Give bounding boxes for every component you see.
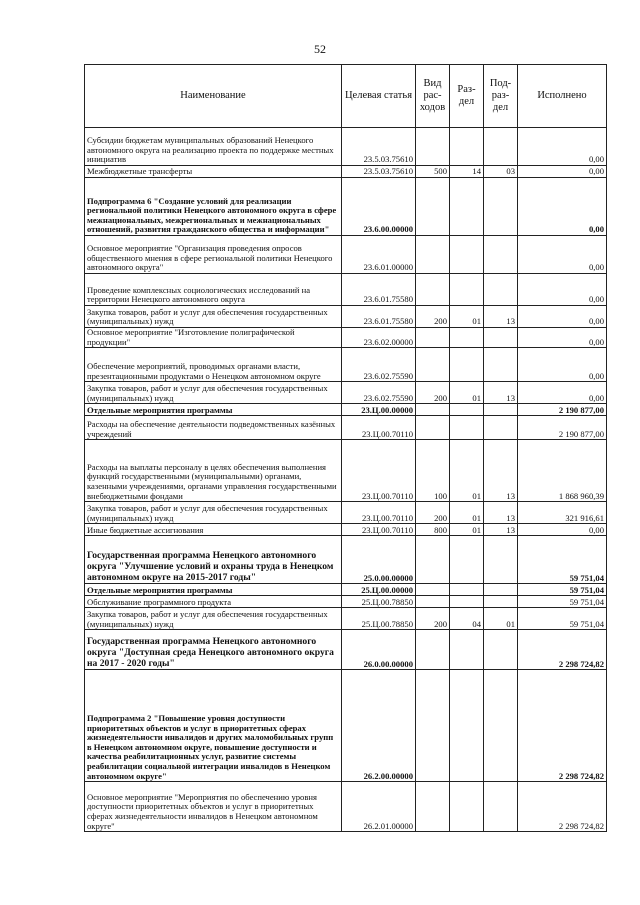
row-subsection-cell <box>484 782 518 832</box>
row-name-cell: Отдельные мероприятия программы <box>85 404 342 416</box>
row-executed-cell: 321 916,61 <box>518 502 607 524</box>
row-executed-cell: 2 298 724,82 <box>518 670 607 782</box>
table-row <box>85 236 607 274</box>
row-section-cell: 01 <box>450 306 484 328</box>
row-expense-type-cell: 500 <box>416 166 450 178</box>
row-subsection-cell <box>484 630 518 670</box>
row-subsection-cell: 01 <box>484 608 518 630</box>
row-executed-cell: 0,00 <box>518 178 607 236</box>
row-expense-type-cell <box>416 274 450 306</box>
row-name-cell: Обслуживание программного продукта <box>85 596 342 608</box>
row-subsection-cell <box>484 670 518 782</box>
row-target-article-cell: 23.Ц.00.70110 <box>342 524 416 536</box>
row-executed-cell: 0,00 <box>518 306 607 328</box>
row-section-cell <box>450 274 484 306</box>
row-name-cell: Субсидии бюджетам муниципальных образований Ненецкого автономного округа на реализацию проекта по поддержке местных инициатив <box>85 128 342 166</box>
row-section-cell <box>450 128 484 166</box>
row-section-cell: 04 <box>450 608 484 630</box>
page-number: 52 <box>314 42 326 56</box>
row-subsection-cell <box>484 404 518 416</box>
row-target-article-cell: 23.6.01.75580 <box>342 274 416 306</box>
row-name-cell: Иные бюджетные ассигнования <box>85 524 342 536</box>
row-name-cell: Обеспечение мероприятий, проводимых органами власти, презентационными продуктами о Ненецком автономном округе <box>85 348 342 382</box>
row-executed-cell: 0,00 <box>518 166 607 178</box>
row-subsection-cell <box>484 128 518 166</box>
table-row <box>85 178 607 236</box>
row-name-cell: Подпрограмма 6 "Создание условий для реализации региональной политики Ненецкого автономного округа в сфере межнациональных, межрегиональных и межнациональных отношений, развития гражданского общества и информации" <box>85 178 342 236</box>
row-subsection-cell <box>484 536 518 584</box>
row-target-article-cell: 23.Ц.00.00000 <box>342 404 416 416</box>
row-target-article-cell: 25.0.00.00000 <box>342 536 416 584</box>
table-row <box>85 416 607 440</box>
row-target-article-cell: 26.2.01.00000 <box>342 782 416 832</box>
row-expense-type-cell <box>416 328 450 348</box>
table-row <box>85 328 607 348</box>
row-executed-cell: 59 751,04 <box>518 608 607 630</box>
row-name-cell: Отдельные мероприятия программы <box>85 584 342 596</box>
row-executed-cell: 0,00 <box>518 524 607 536</box>
table-row <box>85 382 607 404</box>
table-row <box>85 782 607 832</box>
row-section-cell <box>450 416 484 440</box>
table-row <box>85 536 607 584</box>
row-expense-type-cell <box>416 670 450 782</box>
row-expense-type-cell <box>416 404 450 416</box>
row-section-cell <box>450 584 484 596</box>
table-row <box>85 440 607 502</box>
table-row <box>85 274 607 306</box>
row-executed-cell: 59 751,04 <box>518 596 607 608</box>
row-target-article-cell: 23.5.03.75610 <box>342 128 416 166</box>
row-executed-cell: 1 868 960,39 <box>518 440 607 502</box>
row-section-cell <box>450 596 484 608</box>
row-executed-cell: 59 751,04 <box>518 536 607 584</box>
header-executed: Исполнено <box>518 65 607 128</box>
row-target-article-cell: 25.Ц.00.00000 <box>342 584 416 596</box>
row-target-article-cell: 25.Ц.00.78850 <box>342 596 416 608</box>
header-subsection: Под-раз-дел <box>484 65 518 128</box>
row-expense-type-cell: 200 <box>416 502 450 524</box>
row-executed-cell: 2 298 724,82 <box>518 782 607 832</box>
row-expense-type-cell <box>416 596 450 608</box>
header-name: Наименование <box>85 65 342 128</box>
row-section-cell <box>450 178 484 236</box>
row-target-article-cell: 23.6.01.00000 <box>342 236 416 274</box>
row-name-cell: Проведение комплексных социологических исследований на территории Ненецкого автономного округа <box>85 274 342 306</box>
row-subsection-cell <box>484 328 518 348</box>
row-subsection-cell: 13 <box>484 502 518 524</box>
table-row <box>85 166 607 178</box>
table-row <box>85 524 607 536</box>
header-target-article: Целевая статья <box>342 65 416 128</box>
table-row <box>85 584 607 596</box>
row-section-cell <box>450 782 484 832</box>
row-executed-cell: 0,00 <box>518 382 607 404</box>
row-subsection-cell <box>484 584 518 596</box>
row-section-cell <box>450 670 484 782</box>
table-row <box>85 596 607 608</box>
row-name-cell: Основное мероприятие "Организация проведения опросов общественного мнения в сфере региональной политики Ненецкого автономного округа" <box>85 236 342 274</box>
row-subsection-cell <box>484 416 518 440</box>
row-expense-type-cell <box>416 536 450 584</box>
row-name-cell: Закупка товаров, работ и услуг для обеспечения государственных (муниципальных) нужд <box>85 306 342 328</box>
row-target-article-cell: 26.0.00.00000 <box>342 630 416 670</box>
row-executed-cell: 0,00 <box>518 328 607 348</box>
row-expense-type-cell <box>416 348 450 382</box>
row-expense-type-cell <box>416 782 450 832</box>
row-section-cell <box>450 328 484 348</box>
row-section-cell <box>450 236 484 274</box>
row-section-cell: 01 <box>450 440 484 502</box>
row-subsection-cell <box>484 596 518 608</box>
row-executed-cell: 0,00 <box>518 348 607 382</box>
row-section-cell <box>450 536 484 584</box>
row-target-article-cell: 25.Ц.00.78850 <box>342 608 416 630</box>
row-target-article-cell: 23.5.03.75610 <box>342 166 416 178</box>
table-row <box>85 502 607 524</box>
table-row <box>85 404 607 416</box>
table-row <box>85 306 607 328</box>
row-expense-type-cell: 800 <box>416 524 450 536</box>
row-expense-type-cell: 200 <box>416 382 450 404</box>
row-executed-cell: 2 298 724,82 <box>518 630 607 670</box>
table-row <box>85 670 607 782</box>
row-subsection-cell <box>484 348 518 382</box>
row-executed-cell: 59 751,04 <box>518 584 607 596</box>
row-name-cell: Межбюджетные трансферты <box>85 166 342 178</box>
row-target-article-cell: 23.6.00.00000 <box>342 178 416 236</box>
row-subsection-cell <box>484 236 518 274</box>
row-section-cell <box>450 404 484 416</box>
row-executed-cell: 0,00 <box>518 274 607 306</box>
row-name-cell: Закупка товаров, работ и услуг для обеспечения государственных (муниципальных) нужд <box>85 608 342 630</box>
row-target-article-cell: 23.6.02.00000 <box>342 328 416 348</box>
row-expense-type-cell: 200 <box>416 306 450 328</box>
row-section-cell: 01 <box>450 502 484 524</box>
header-expense-type: Вид рас-ходов <box>416 65 450 128</box>
row-target-article-cell: 23.Ц.00.70110 <box>342 416 416 440</box>
row-name-cell: Подпрограмма 2 "Повышение уровня доступности приоритетных объектов и услуг в приоритетных сферах жизнедеятельности инвалидов и других маломобильных групп в Ненецком автономном округе, повышение доступности и качества реабилитационных услуг, развитие системы реабилитации социальной интеграции инвалидов в Ненецком автономном округе" <box>85 670 342 782</box>
row-section-cell: 01 <box>450 382 484 404</box>
table-row <box>85 128 607 166</box>
row-name-cell: Расходы на обеспечение деятельности подведомственных казённых учреждений <box>85 416 342 440</box>
row-expense-type-cell <box>416 584 450 596</box>
table-row <box>85 348 607 382</box>
row-subsection-cell: 13 <box>484 382 518 404</box>
row-subsection-cell <box>484 274 518 306</box>
row-name-cell: Закупка товаров, работ и услуг для обеспечения государственных (муниципальных) нужд <box>85 382 342 404</box>
table-row <box>85 630 607 670</box>
row-name-cell: Расходы на выплаты персоналу в целях обеспечения выполнения функций государственными (муниципальными) органами, казенными учреждениями, органами управления государственными внебюджетными фондами <box>85 440 342 502</box>
row-name-cell: Закупка товаров, работ и услуг для обеспечения государственных (муниципальных) нужд <box>85 502 342 524</box>
budget-execution-table <box>84 64 607 832</box>
row-name-cell: Основное мероприятие "Мероприятия по обеспечению уровня доступности приоритетных объектов и услуг в приоритетных сферах жизнедеятельности инвалидов в Ненецком автономном округе" <box>85 782 342 832</box>
row-expense-type-cell <box>416 178 450 236</box>
row-subsection-cell: 13 <box>484 524 518 536</box>
row-expense-type-cell <box>416 236 450 274</box>
row-name-cell: Государственная программа Ненецкого автономного округа "Улучшение условий и охраны труда в Ненецком автономном округе на 2015-2017 годы" <box>85 536 342 584</box>
row-name-cell: Государственная программа Ненецкого автономного округа "Доступная среда Ненецкого автономного округа на 2017 - 2020 годы" <box>85 630 342 670</box>
row-subsection-cell <box>484 178 518 236</box>
row-target-article-cell: 23.6.02.75590 <box>342 382 416 404</box>
row-section-cell <box>450 630 484 670</box>
row-target-article-cell: 26.2.00.00000 <box>342 670 416 782</box>
row-executed-cell: 2 190 877,00 <box>518 404 607 416</box>
row-executed-cell: 0,00 <box>518 128 607 166</box>
row-executed-cell: 0,00 <box>518 236 607 274</box>
row-expense-type-cell: 200 <box>416 608 450 630</box>
row-expense-type-cell <box>416 128 450 166</box>
row-subsection-cell: 03 <box>484 166 518 178</box>
row-target-article-cell: 23.6.01.75580 <box>342 306 416 328</box>
row-section-cell <box>450 348 484 382</box>
row-subsection-cell: 13 <box>484 306 518 328</box>
row-target-article-cell: 23.Ц.00.70110 <box>342 440 416 502</box>
header-section: Раз-дел <box>450 65 484 128</box>
row-expense-type-cell <box>416 630 450 670</box>
row-name-cell: Основное мероприятие "Изготовление полиграфической продукции" <box>85 328 342 348</box>
row-target-article-cell: 23.6.02.75590 <box>342 348 416 382</box>
row-subsection-cell: 13 <box>484 440 518 502</box>
table-row <box>85 608 607 630</box>
row-expense-type-cell: 100 <box>416 440 450 502</box>
row-target-article-cell: 23.Ц.00.70110 <box>342 502 416 524</box>
row-section-cell: 14 <box>450 166 484 178</box>
row-section-cell: 01 <box>450 524 484 536</box>
row-expense-type-cell <box>416 416 450 440</box>
table-header-row <box>85 65 607 128</box>
row-executed-cell: 2 190 877,00 <box>518 416 607 440</box>
